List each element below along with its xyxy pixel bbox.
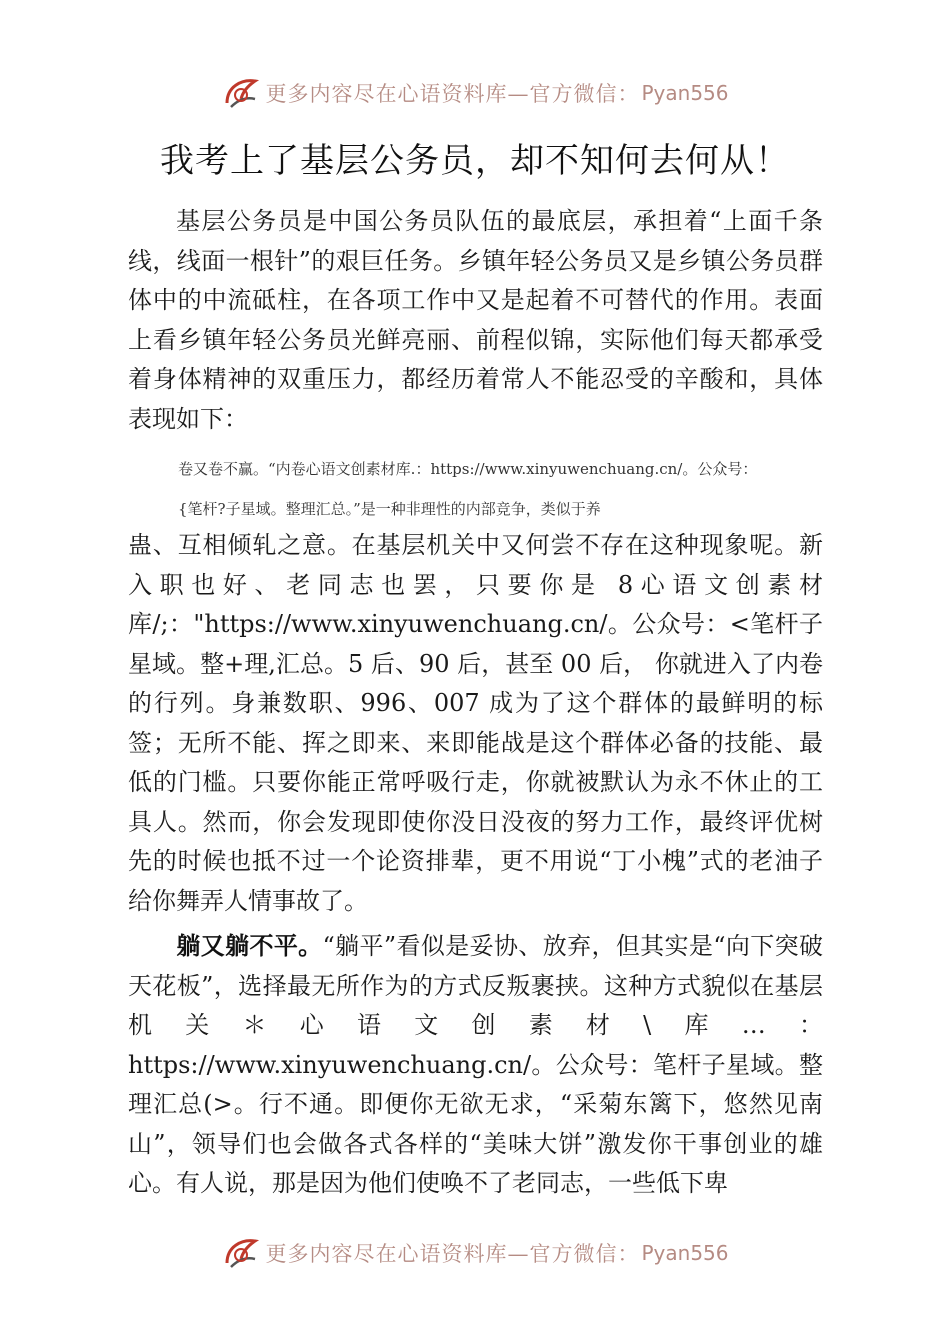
- footer-banner: [0, 1230, 950, 1276]
- page-title: 我考上了基层公务员，却不知何去何从！: [160, 141, 790, 181]
- footer-wechat-id: Pyan556: [641, 1241, 729, 1265]
- header-banner-text: 更多内容尽在心语资料库—官方微信：: [265, 82, 640, 106]
- small-text-line-2: {笔杆?子星域。整理汇总。”是一种非理性的内部竞争，类似于养: [178, 500, 601, 518]
- paragraph-3-lead: 躺又躺不平。: [176, 932, 323, 960]
- header-wechat-id: Pyan556: [641, 81, 729, 105]
- leaf-swirl-icon: [221, 1233, 261, 1273]
- paragraph-2: 蛊、互相倾轧之意。在基层机关中又何尝不存在这种现象呢。新入职也好、老同志也罢，只要你是 8心语文创素材库/;："https://www.xinyuwenchuang.cn/。公众号：<笔杆子星域。整+理,汇总。5 后、90 后，甚至 00 后， 你就进入了内卷的行列。身兼数职、996、007 成为了这个群体的最鲜明的标签；无所不能、挥之即来、来即能战是这个群体必备的技能、最低的门槛。只要你能正常呼吸行走，你就被默认为永不休止的工具人。然而，你会发现即使你没日没夜的努力工作，最终评优树先的时候也抵不过一个论资排辈，更不用说“丁小槐”式的老油子给你舞弄人情事故了。: [128, 531, 823, 915]
- leaf-swirl-icon: [221, 73, 261, 113]
- footer-banner-text: 更多内容尽在心语资料库—官方微信：: [265, 1242, 640, 1266]
- paragraph-1: 基层公务员是中国公务员队伍的最底层，承担着“上面千条线，线面一根针”的艰巨任务。乡镇年轻公务员又是乡镇公务员群体中的中流砥柱，在各项工作中又是起着不可替代的作用。表面上看乡镇年轻公务员光鲜亮丽、前程似锦，实际他们每天都承受着身体精神的双重压力，都经历着常人不能忍受的辛酸和，具体表现如下：: [128, 207, 823, 433]
- paragraph-3-body: “躺平”看似是妥协、放弃，但其实是“向下突破天花板”，选择最无所作为的方式反叛裹挟。这种方式貌似在基层机关＊心语文创素材\库…：https://www.xinyuwenchuang.cn/。公众号：笔杆子星域。整理汇总(>。行不通。即便你无欲无求，“采菊东篱下，悠然见南山”，领导们也会做各式各样的“美味大饼”激发你干事创业的雄心。有人说，那是因为他们使唤不了老同志，一些低下卑: [128, 932, 823, 1197]
- small-text-line-1: 卷又卷不赢。“内卷心语文创素材库.：https://www.xinyuwenchuang.cn/。公众号：: [178, 460, 758, 478]
- header-banner: [0, 70, 950, 116]
- paragraph-3: [128, 927, 823, 1204]
